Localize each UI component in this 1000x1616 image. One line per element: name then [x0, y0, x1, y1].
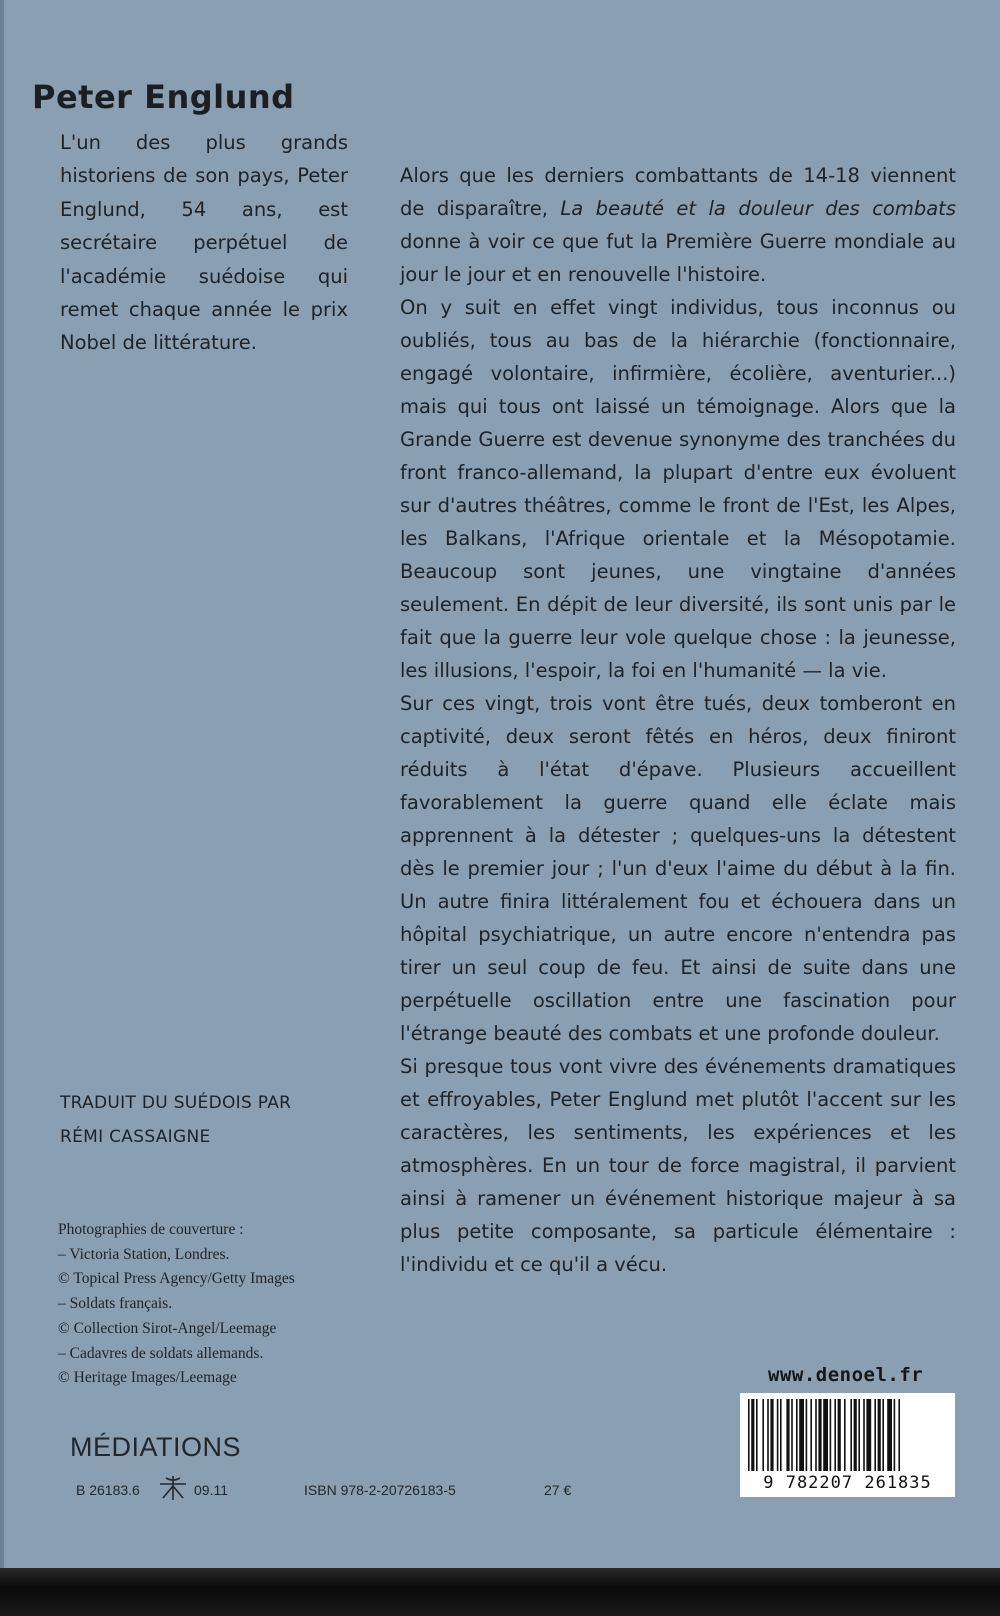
photo-credit-line: © Collection Sirot-Angel/Leemage	[58, 1319, 277, 1337]
isbn-barcode	[740, 1393, 955, 1497]
translator-line-1: TRADUIT DU SUÉDOIS PAR	[60, 1093, 292, 1113]
product-code: B 26183.6	[76, 1482, 140, 1498]
blurb-paragraph-2: On y suit en effet vingt individus, tous inconnus ou oubliés, tous au bas de la hiérarchie (fonctionnaire, engagé volontaire, infirmière, écolière, aventurier...) mais qui tous ont laissé un témoignage. Alors que la Grande Guerre est devenue synonyme des tranchées du front franco-allemand, la plupart d'entre eux évoluent sur d'autres théâtres, comme le front de l'Est, les Alpes, les Balkans, l'Afrique orientale et la Mésopotamie. Beaucoup sont jeunes, une vingtaine d'années seulement. En dépit de leur diversité, ils sont unis par le fait que la guerre leur vole quelque chose : la jeunesse, les illusions, l'espoir, la foi en l'humanité — la vie.	[400, 296, 956, 682]
barcode-bar	[850, 1399, 852, 1471]
translator-line-2: RÉMI CASSAIGNE	[60, 1127, 211, 1147]
barcode-bar	[810, 1399, 812, 1471]
barcode-bar	[818, 1399, 821, 1471]
photo-credits	[58, 1218, 295, 1391]
photo-credit-line: © Heritage Images/Leemage	[58, 1369, 237, 1387]
blurb-paragraph-1	[400, 159, 956, 291]
barcode-bar	[858, 1399, 860, 1471]
blurb-p1-end: donne à voir ce que fut la Première Guerre mondiale au jour le jour et en renouvelle l'histoire.	[400, 230, 956, 286]
barcode-bar	[799, 1399, 804, 1471]
barcode-bar	[796, 1399, 798, 1471]
barcode-digits: 9 782207 261835	[763, 1473, 932, 1493]
barcode-bar	[894, 1399, 896, 1471]
author-name: Peter Englund	[32, 78, 295, 116]
scan-edge	[0, 1568, 1000, 1616]
price: 27 €	[544, 1482, 572, 1498]
collection-name: MÉDIATIONS	[70, 1432, 242, 1462]
barcode-bar	[756, 1399, 758, 1471]
photo-credit-line: – Cadavres de soldats allemands.	[58, 1344, 264, 1362]
barcode-bar	[866, 1399, 871, 1471]
barcode-bar	[751, 1399, 754, 1471]
barcode-bar	[780, 1399, 782, 1471]
barcode-bar	[882, 1399, 884, 1471]
book-blurb	[400, 159, 956, 1281]
isbn: ISBN 978-2-20726183-5	[304, 1482, 456, 1498]
barcode-bar	[863, 1399, 865, 1471]
barcode-bar	[854, 1399, 857, 1471]
publisher-emblem-icon	[156, 1474, 190, 1507]
barcode-bar	[823, 1399, 828, 1471]
barcode-bar	[786, 1399, 789, 1471]
barcode-bar	[777, 1399, 779, 1471]
barcode-bar	[791, 1399, 793, 1471]
barcode-bar	[878, 1399, 881, 1471]
book-title: La beauté et la douleur des combats	[560, 197, 956, 220]
barcode-bar	[887, 1399, 892, 1471]
print-date: 09.11	[194, 1482, 228, 1498]
barcode-bar	[834, 1399, 836, 1471]
barcode-bar	[762, 1399, 764, 1471]
barcode-bar	[898, 1399, 900, 1471]
barcode-bar	[838, 1399, 841, 1471]
barcode-bar	[770, 1399, 773, 1471]
blurb-paragraph-3: Sur ces vingt, trois vont être tués, deux tomberont en captivité, deux seront fêtés en héros, deux finiront réduits à l'état d'épave. Plusieurs accueillent favorablement la guerre quand elle éclate mais apprennent à la détester ; quelques-uns la détestent dès le premier jour ; l'un d'eux l'aime du début à la fin. Un autre finira littéralement fou et échouera dans un hôpital psychiatrique, un autre encore n'entendra pas tirer un seul coup de feu. Et ainsi de suite dans une perpétuelle oscillation entre une fascination pour l'étrange beauté des combats et une profonde douleur.	[400, 692, 956, 1045]
barcode-bar	[830, 1399, 832, 1471]
photo-credit-line: © Topical Press Agency/Getty Images	[58, 1270, 295, 1288]
translator-credit	[60, 1086, 291, 1154]
publisher-website: www.denoel.fr	[768, 1364, 924, 1386]
photo-credit-line: – Soldats français.	[58, 1295, 173, 1313]
photo-credit-line: Photographies de couverture :	[58, 1221, 244, 1238]
barcode-bar	[874, 1399, 876, 1471]
barcode-bar	[815, 1399, 817, 1471]
author-bio: L'un des plus grands historiens de son pays, Peter Englund, 54 ans, est secrétaire perpétuel de l'académie suédoise qui remet chaque année le prix Nobel de littérature.	[60, 131, 348, 355]
barcode-bar	[748, 1399, 750, 1471]
photo-credit-line: – Victoria Station, Londres.	[58, 1245, 230, 1263]
barcode-bar	[844, 1399, 846, 1471]
barcode-bar	[767, 1399, 769, 1471]
barcode-bars	[748, 1399, 947, 1471]
barcode-bar	[806, 1399, 808, 1471]
blurb-p1-start: Alors que les derniers combattants de 14-18 viennent de disparaître,	[400, 164, 956, 220]
blurb-paragraph-4: Si presque tous vont vivre des événements dramatiques et effroyables, Peter Englund met plutôt l'accent sur les caractères, les sentiments, les expériences et les atmosphères. En un tour de force magistral, il parvient ainsi à ramener un événement historique majeur à sa plus petite composante, sa particule élémentaire : l'individu et ce qu'il a vécu.	[400, 1055, 956, 1276]
